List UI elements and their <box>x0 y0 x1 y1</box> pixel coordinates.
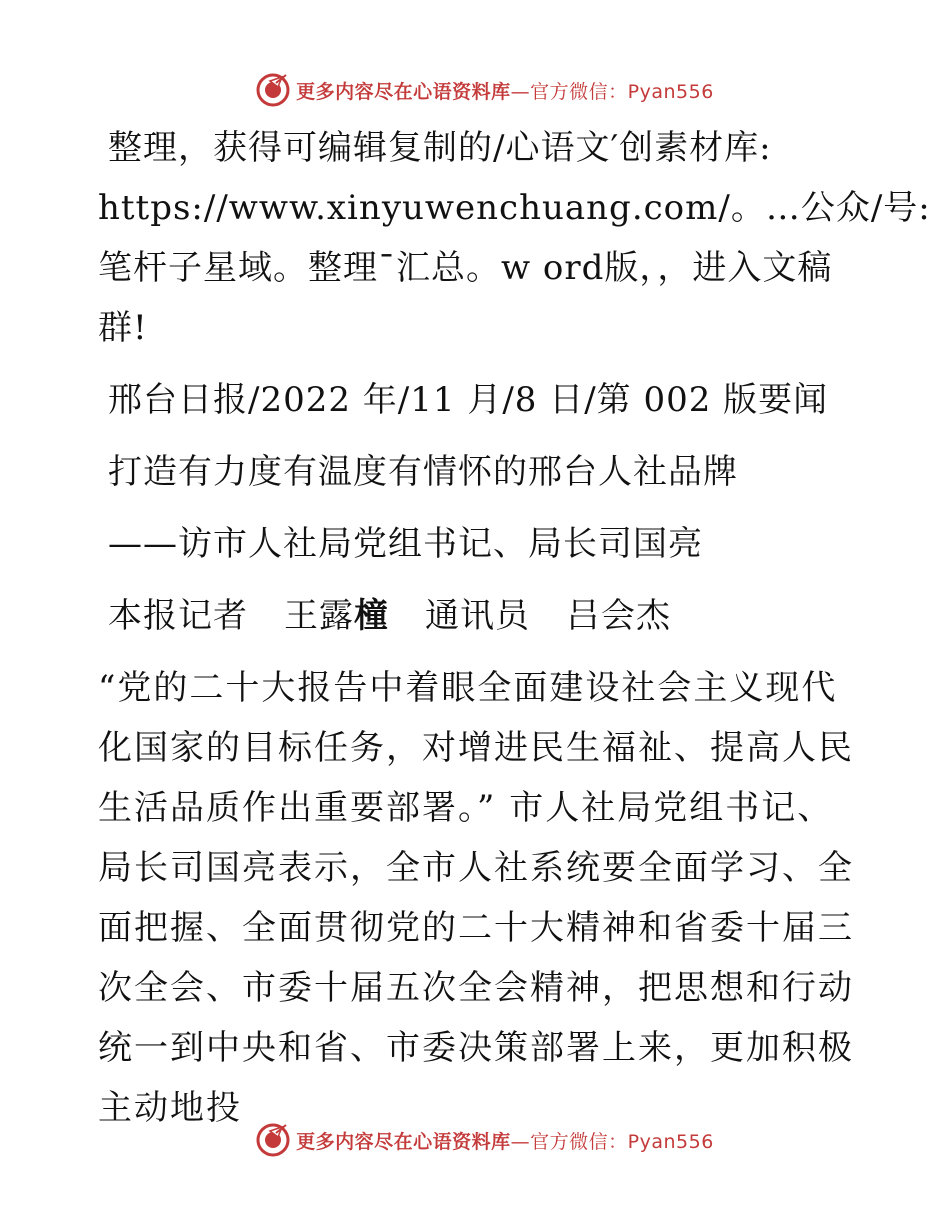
reporter-label: 本报记者 <box>108 596 248 636</box>
banner-separator: — <box>510 1130 531 1153</box>
article-byline <box>108 586 858 646</box>
brand-logo-icon <box>256 1123 290 1157</box>
intro-line-2: https://www.xinyuwenchuang.com/。…公众/号: <box>98 188 931 228</box>
footer-banner <box>0 1120 950 1160</box>
intro-line-1: 整理，获得可编辑复制的/心语文′创素材库: <box>108 128 772 168</box>
intro-line-4: 群! <box>98 308 148 348</box>
correspondent-name: 吕会杰 <box>566 596 671 636</box>
article-paragraph: “党的二十大报告中着眼全面建设社会主义现代化国家的目标任务，对增进民生福祉、提高人民生活品质作出重要部署。” 市人社局党组书记、局长司国亮表示，全市人社系统要全面学习、全面把握、全面贯彻党的二十大精神和省委十届三次全会、市委十届五次全会精神，把思想和行动统一到中央和省、市委决策部署上来，更加积极主动地投 <box>98 668 854 1128</box>
correspondent-label: 通讯员 <box>425 596 530 636</box>
reporter-name: 王露 <box>284 596 354 636</box>
banner-title: 更多内容尽在心语资料库 <box>296 80 511 103</box>
article-meta: 邢台日报/2022 年/11 月/8 日/第 002 版要闻 <box>108 380 829 420</box>
article-title: 打造有力度有温度有情怀的邢台人社品牌 <box>108 452 738 492</box>
brand-logo-icon <box>256 73 290 107</box>
banner-separator: — <box>510 80 531 103</box>
reporter-name-last: 橦 <box>354 596 389 636</box>
banner-wechat: 官方微信：Pyan556 <box>530 80 714 103</box>
banner-text <box>296 1127 714 1154</box>
header-banner <box>0 70 950 110</box>
banner-text <box>296 77 714 104</box>
banner-title: 更多内容尽在心语资料库 <box>296 1130 511 1153</box>
intro-line-3: 笔杆子星域。整理¯汇总。w ord版，，进入文稿 <box>98 248 833 288</box>
document-body <box>98 118 931 1138</box>
article-subtitle: ——访市人社局党组书记、局长司国亮 <box>108 524 703 564</box>
banner-wechat: 官方微信：Pyan556 <box>530 1130 714 1153</box>
